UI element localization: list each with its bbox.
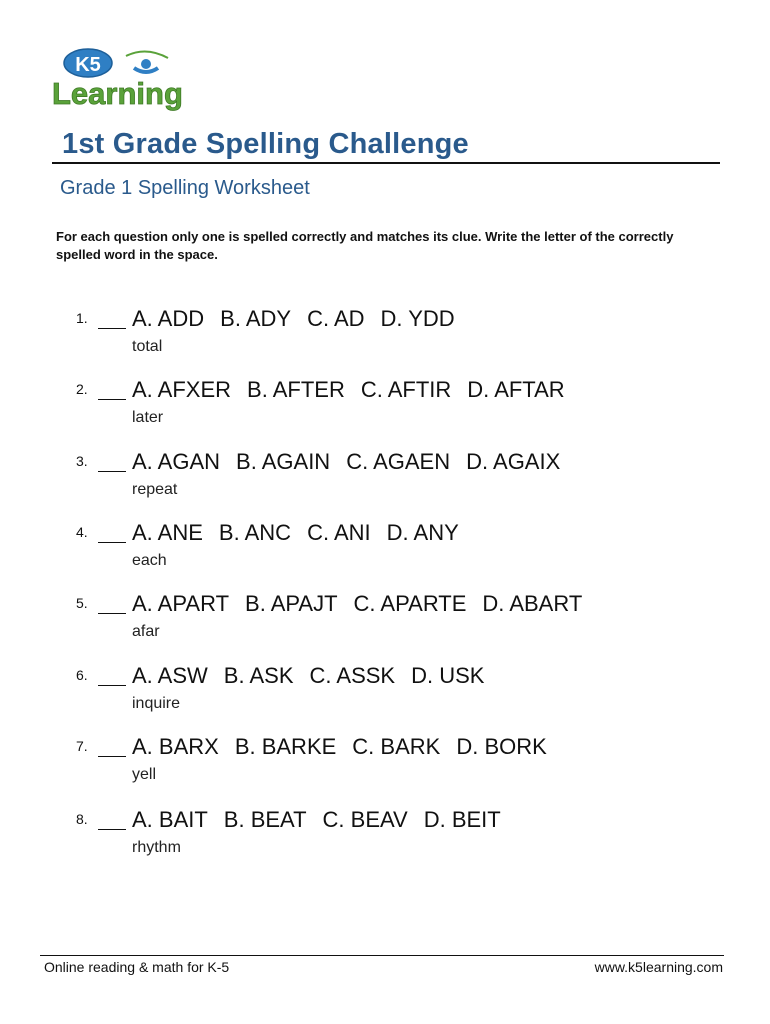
answer-options	[132, 520, 475, 546]
question-number: 4.	[76, 524, 88, 540]
option-b: B. ADY	[220, 306, 292, 331]
clue: later	[132, 409, 164, 426]
answer-blank[interactable]	[98, 685, 126, 686]
answer-blank[interactable]	[98, 471, 126, 472]
question-number: 5.	[76, 595, 88, 611]
answer-blank[interactable]	[98, 829, 126, 830]
answer-options	[132, 663, 500, 689]
option-b: B. APAJT	[245, 591, 338, 616]
option-b: B. AGAIN	[236, 449, 331, 474]
option-d: D. ABART	[482, 591, 583, 616]
footer-tagline: Online reading & math for K-5	[44, 959, 230, 975]
answer-blank[interactable]	[98, 613, 126, 614]
clue: yell	[132, 766, 157, 783]
answer-options	[132, 449, 576, 475]
answer-options	[132, 807, 517, 833]
clue: repeat	[132, 481, 178, 498]
question-item	[0, 734, 770, 798]
option-a: A. ASW	[132, 663, 208, 688]
answer-blank[interactable]	[98, 756, 126, 757]
footer-website-link[interactable]: www.k5learning.com	[594, 959, 723, 975]
option-c: C. APARTE	[353, 591, 467, 616]
page-title: 1st Grade Spelling Challenge	[62, 128, 469, 160]
k5-learning-logo	[48, 46, 188, 112]
page-subtitle: Grade 1 Spelling Worksheet	[60, 177, 310, 199]
option-c: C. BEAV	[322, 807, 408, 832]
option-d: D. BORK	[456, 734, 547, 759]
clue: inquire	[132, 695, 181, 712]
option-a: A. ANE	[132, 520, 203, 545]
option-c: C. BARK	[352, 734, 441, 759]
answer-options	[132, 306, 471, 332]
option-c: C. AD	[307, 306, 365, 331]
answer-options	[132, 377, 581, 403]
option-b: B. BEAT	[223, 807, 307, 832]
clue: afar	[132, 623, 160, 640]
option-d: D. AGAIX	[466, 449, 561, 474]
question-item	[0, 306, 770, 370]
footer-divider	[40, 955, 724, 956]
question-item	[0, 377, 770, 441]
option-d: D. USK	[411, 663, 485, 688]
answer-blank[interactable]	[98, 399, 126, 400]
question-item	[0, 449, 770, 513]
option-a: A. APART	[132, 591, 230, 616]
option-b: B. BARKE	[234, 734, 337, 759]
question-item	[0, 520, 770, 584]
option-b: B. ASK	[223, 663, 294, 688]
option-b: B. ANC	[218, 520, 292, 545]
option-d: D. AFTAR	[467, 377, 565, 402]
option-d: D. BEIT	[423, 807, 501, 832]
option-d: D. ANY	[386, 520, 459, 545]
option-a: A. ADD	[132, 306, 205, 331]
question-number: 1.	[76, 310, 88, 326]
answer-options	[132, 591, 598, 617]
instructions: For each question only one is spelled correctly and matches its clue. Write the letter of the correctly spelled word in the space.	[56, 229, 674, 262]
svg-text:K5: K5	[75, 54, 101, 76]
option-a: A. AGAN	[132, 449, 221, 474]
question-number: 8.	[76, 811, 88, 827]
question-item	[0, 591, 770, 655]
option-c: C. AGAEN	[346, 449, 451, 474]
answer-blank[interactable]	[98, 542, 126, 543]
option-a: A. BARX	[132, 734, 219, 759]
answer-options	[132, 734, 563, 760]
option-c: C. ASSK	[309, 663, 396, 688]
question-item	[0, 663, 770, 727]
title-divider	[52, 162, 720, 164]
question-number: 7.	[76, 738, 88, 754]
question-number: 6.	[76, 667, 88, 683]
clue: total	[132, 338, 163, 355]
option-a: A. BAIT	[132, 807, 208, 832]
question-number: 3.	[76, 453, 88, 469]
answer-blank[interactable]	[98, 328, 126, 329]
question-number: 2.	[76, 381, 88, 397]
question-item	[0, 807, 770, 871]
option-c: C. AFTIR	[360, 377, 452, 402]
clue: rhythm	[132, 839, 181, 856]
option-a: A. AFXER	[132, 377, 232, 402]
option-c: C. ANI	[307, 520, 371, 545]
svg-text:Learning: Learning	[52, 76, 183, 111]
clue: each	[132, 552, 167, 569]
option-b: B. AFTER	[247, 377, 345, 402]
option-d: D. YDD	[380, 306, 455, 331]
